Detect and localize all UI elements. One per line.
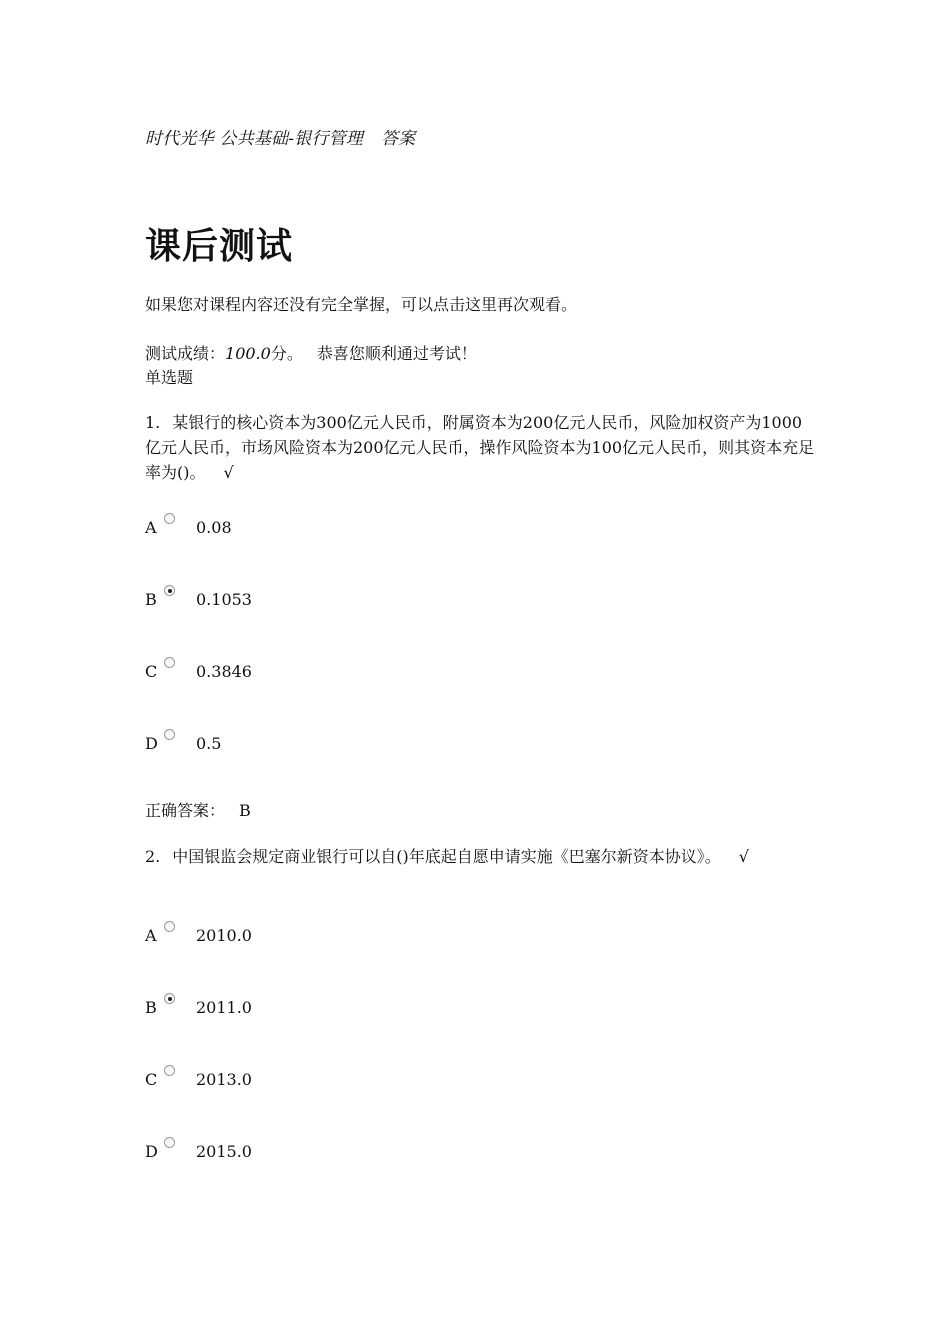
option-value: 0.08	[196, 518, 232, 537]
score-unit: 分。	[270, 344, 303, 363]
question-stem: 某银行的核心资本为300亿元人民币，附属资本为200亿元人民币，风险加权资产为1000亿元人民币，市场风险资本为200亿元人民币，操作风险资本为100亿元人民币，则其资本充足率为()。	[145, 413, 815, 482]
option-letter: C	[145, 1070, 158, 1089]
option-letter: B	[145, 998, 157, 1017]
option-letter: A	[145, 926, 157, 945]
title-suffix: 答案	[380, 129, 416, 149]
option-value: 2010.0	[196, 926, 252, 945]
document-title	[145, 124, 415, 149]
score-value: 100.0	[225, 344, 271, 363]
radio-button[interactable]	[164, 657, 175, 668]
question-number: 1.	[145, 413, 161, 432]
review-course-link[interactable]: 如果您对课程内容还没有完全掌握，可以点击这里再次观看。	[145, 295, 578, 314]
option-value: 2015.0	[196, 1142, 252, 1161]
option-letter: C	[145, 662, 158, 681]
section-heading: 课后测试	[145, 226, 294, 267]
option-value: 2011.0	[196, 998, 252, 1017]
question-type: 单选题	[145, 368, 194, 387]
answer-value: B	[239, 801, 251, 820]
question-stem: 中国银监会规定商业银行可以自()年底起自愿申请实施《巴塞尔新资本协议》。	[172, 847, 721, 866]
question-2-text	[145, 844, 817, 869]
q1-correct-answer	[145, 798, 251, 821]
radio-button-selected[interactable]	[164, 585, 175, 596]
option-value: 0.5	[196, 734, 222, 753]
score-label: 测试成绩：	[145, 344, 226, 363]
question-1-text	[145, 410, 817, 485]
radio-button[interactable]	[164, 1065, 175, 1076]
radio-button[interactable]	[164, 921, 175, 932]
answer-label: 正确答案：	[145, 801, 226, 820]
option-letter: D	[145, 1142, 158, 1161]
score-line	[145, 341, 477, 364]
title-org: 时代光华	[145, 129, 214, 149]
radio-button[interactable]	[164, 1137, 175, 1148]
radio-button-selected[interactable]	[164, 993, 175, 1004]
option-value: 2013.0	[196, 1070, 252, 1089]
title-course: 公共基础-银行管理	[219, 129, 363, 149]
question-number: 2.	[145, 847, 161, 866]
pass-message: 恭喜您顺利通过考试！	[316, 344, 477, 363]
option-letter: A	[145, 518, 157, 537]
option-letter: B	[145, 590, 157, 609]
radio-button[interactable]	[164, 729, 175, 740]
radio-button[interactable]	[164, 513, 175, 524]
correct-mark: √	[223, 463, 234, 482]
option-value: 0.3846	[196, 662, 252, 681]
correct-mark: √	[738, 847, 749, 866]
option-letter: D	[145, 734, 158, 753]
option-value: 0.1053	[196, 590, 252, 609]
